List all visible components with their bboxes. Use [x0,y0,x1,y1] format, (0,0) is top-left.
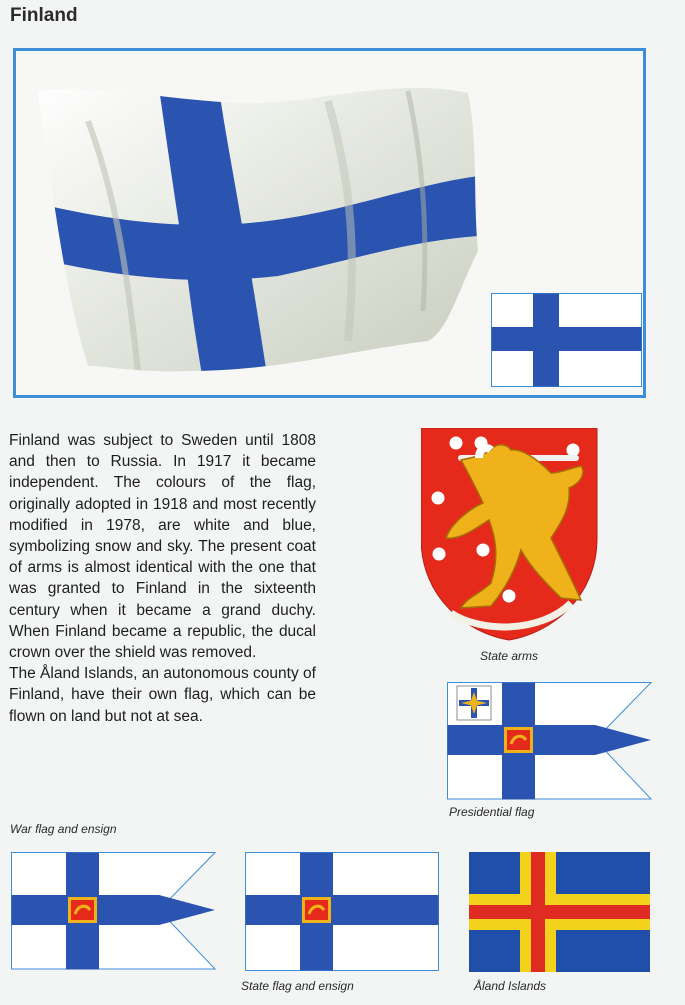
caption-state-flag: State flag and ensign [241,979,354,993]
caption-war-flag: War flag and ensign [10,822,117,836]
paragraph-history: Finland was subject to Sweden until 1808 and then to Russia. In 1917 it became independent. The colours of the flag, originally adopted in 1918 and most recently modified in 1978, are white and blue, symbolizing snow and sky. The present coat of arms is almost identical with the one that was granted to Finland in the sixteenth century when it became a grand duchy. When Finland became a republic, the ducal crown over the shield was removed. [9,432,316,662]
cross-of-liberty-icon [457,686,491,720]
caption-state-arms: State arms [480,649,539,663]
caption-aland: Åland Islands [474,979,547,993]
hero-flag-panel [13,48,646,398]
body-text [9,430,316,727]
caption-presidential-flag: Presidential flag [449,805,535,819]
page-title: Finland [10,5,78,26]
presidential-flag [447,682,652,802]
finland-national-flag [491,293,642,387]
aland-islands-flag [469,852,650,972]
war-flag-and-ensign [11,852,216,972]
paragraph-aland: The Åland Islands, an autonomous county of Finland, have their own flag, which can be flown on land but not at sea. [9,665,316,725]
waving-flag-image [28,81,478,381]
state-flag-and-ensign [245,852,439,972]
state-arms-shield [421,428,598,641]
